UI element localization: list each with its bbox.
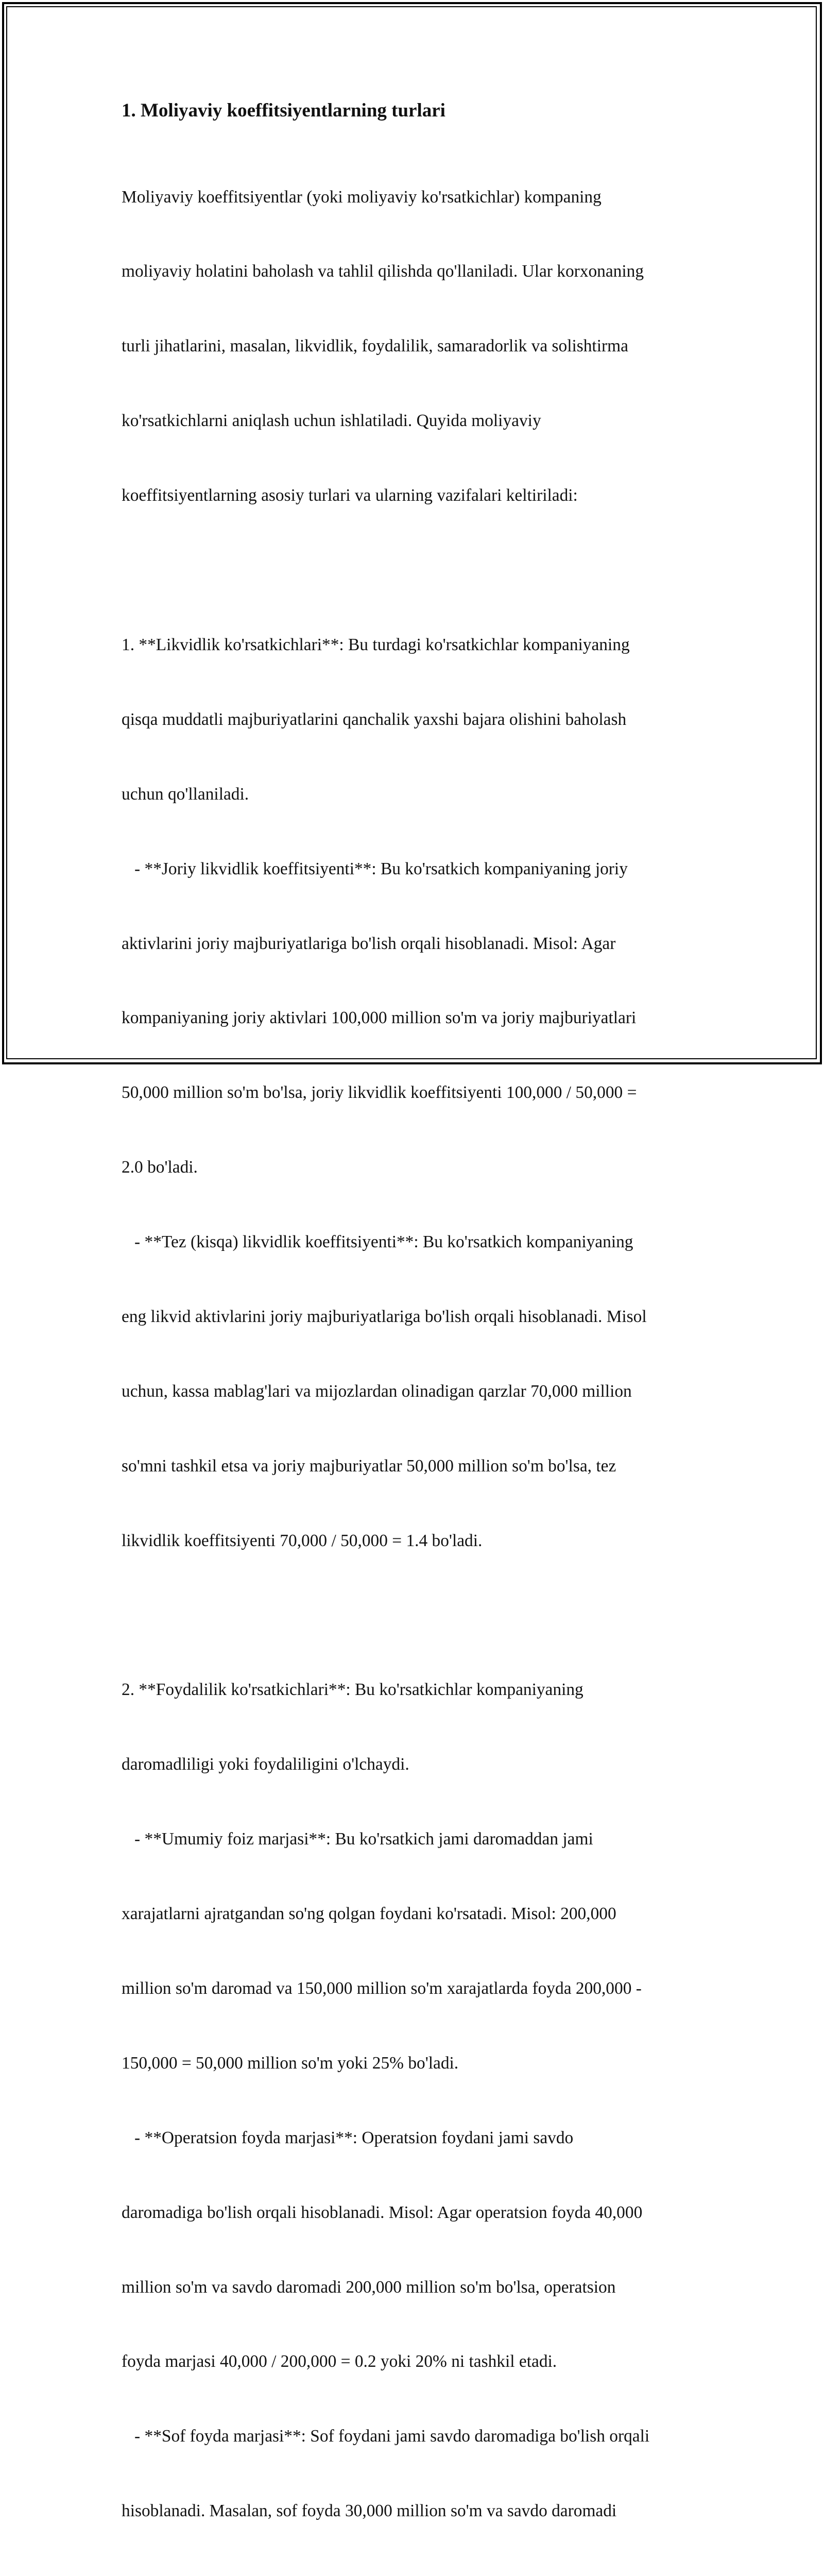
text-line: million so'm daromad va 150,000 million so'm xarajatlarda foyda 200,000 - [122, 1978, 642, 1998]
text-line: moliyaviy holatini baholash va tahlil qilishda qo'llaniladi. Ular korxonaning [122, 262, 644, 281]
text-line: - **Umumiy foiz marjasi**: Bu ko'rsatkich jami daromaddan jami [122, 1829, 593, 1849]
text-line: uchun qo'llaniladi. [122, 784, 249, 804]
text-line: uchun, kassa mablag'lari va mijozlardan olinadigan qarzlar 70,000 million [122, 1381, 632, 1401]
text-line: daromadliligi yoki foydaliligini o'lchaydi. [122, 1755, 409, 1774]
text-line: 2. **Foydalilik ko'rsatkichlari**: Bu ko'rsatkichlar kompaniyaning [122, 1680, 583, 1700]
text-line: - **Tez (kisqa) likvidlik koeffitsiyenti**: Bu ko'rsatkich kompaniyaning [122, 1232, 633, 1252]
text-line: so'mni tashkil etsa va joriy majburiyatlar 50,000 million so'm bo'lsa, tez [122, 1456, 616, 1476]
text-line: daromadiga bo'lish orqali hisoblanadi. Misol: Agar operatsion foyda 40,000 [122, 2202, 643, 2222]
body-text [122, 135, 709, 2576]
text-line: 2.0 bo'ladi. [122, 1158, 198, 1177]
blank-line [122, 558, 709, 583]
text-line: 50,000 million so'm bo'lsa, joriy likvidlik koeffitsiyenti 100,000 / 50,000 = [122, 1083, 637, 1103]
text-line: koeffitsiyentlarning asosiy turlari va ularning vazifalari keltiriladi: [122, 486, 578, 505]
blank-line [122, 1603, 709, 1628]
text-line: - **Sof foyda marjasi**: Sof foydani jami savdo daromadiga bo'lish orqali [122, 2427, 650, 2446]
text-line: turli jihatlarini, masalan, likvidlik, foydalilik, samaradorlik va solishtirma [122, 336, 628, 356]
text-line: - **Joriy likvidlik koeffitsiyenti**: Bu ko'rsatkich kompaniyaning joriy [122, 859, 628, 878]
text-line: xarajatlarni ajratgandan so'ng qolgan foydani ko'rsatadi. Misol: 200,000 [122, 1904, 616, 1924]
text-line: - **Operatsion foyda marjasi**: Operatsion foydani jami savdo [122, 2128, 574, 2147]
text-line: qisqa muddatli majburiyatlarini qanchalik yaxshi bajara olishini baholash [122, 709, 627, 729]
text-line: likvidlik koeffitsiyenti 70,000 / 50,000 = 1.4 bo'ladi. [122, 1531, 483, 1550]
text-line: 150,000 = 50,000 million so'm yoki 25% bo'ladi. [122, 2053, 459, 2073]
text-line: 1. **Likvidlik ko'rsatkichlari**: Bu turdagi ko'rsatkichlar kompaniyaning [122, 635, 630, 654]
text-line: kompaniyaning joriy aktivlari 100,000 million so'm va joriy majburiyatlari [122, 1008, 637, 1028]
text-line: ko'rsatkichlarni aniqlash uchun ishlatiladi. Quyida moliyaviy [122, 411, 541, 431]
text-line: Moliyaviy koeffitsiyentlar (yoki moliyaviy ko'rsatkichlar) kompaning [122, 187, 602, 207]
text-line: million so'm va savdo daromadi 200,000 million so'm bo'lsa, operatsion [122, 2277, 616, 2297]
text-line: foyda marjasi 40,000 / 200,000 = 0.2 yoki 20% ni tashkil etadi. [122, 2352, 557, 2371]
text-line: eng likvid aktivlarini joriy majburiyatlariga bo'lish orqali hisoblanadi. Misol [122, 1307, 647, 1326]
document-content [122, 93, 709, 2576]
text-line: aktivlarini joriy majburiyatlariga bo'lish orqali hisoblanadi. Misol: Agar [122, 934, 616, 953]
text-line [122, 2573, 709, 2576]
section-heading: 1. Moliyaviy koeffitsiyentlarning turlari [122, 100, 445, 121]
text-line: hisoblanadi. Masalan, sof foyda 30,000 million so'm va savdo daromadi [122, 2501, 617, 2521]
